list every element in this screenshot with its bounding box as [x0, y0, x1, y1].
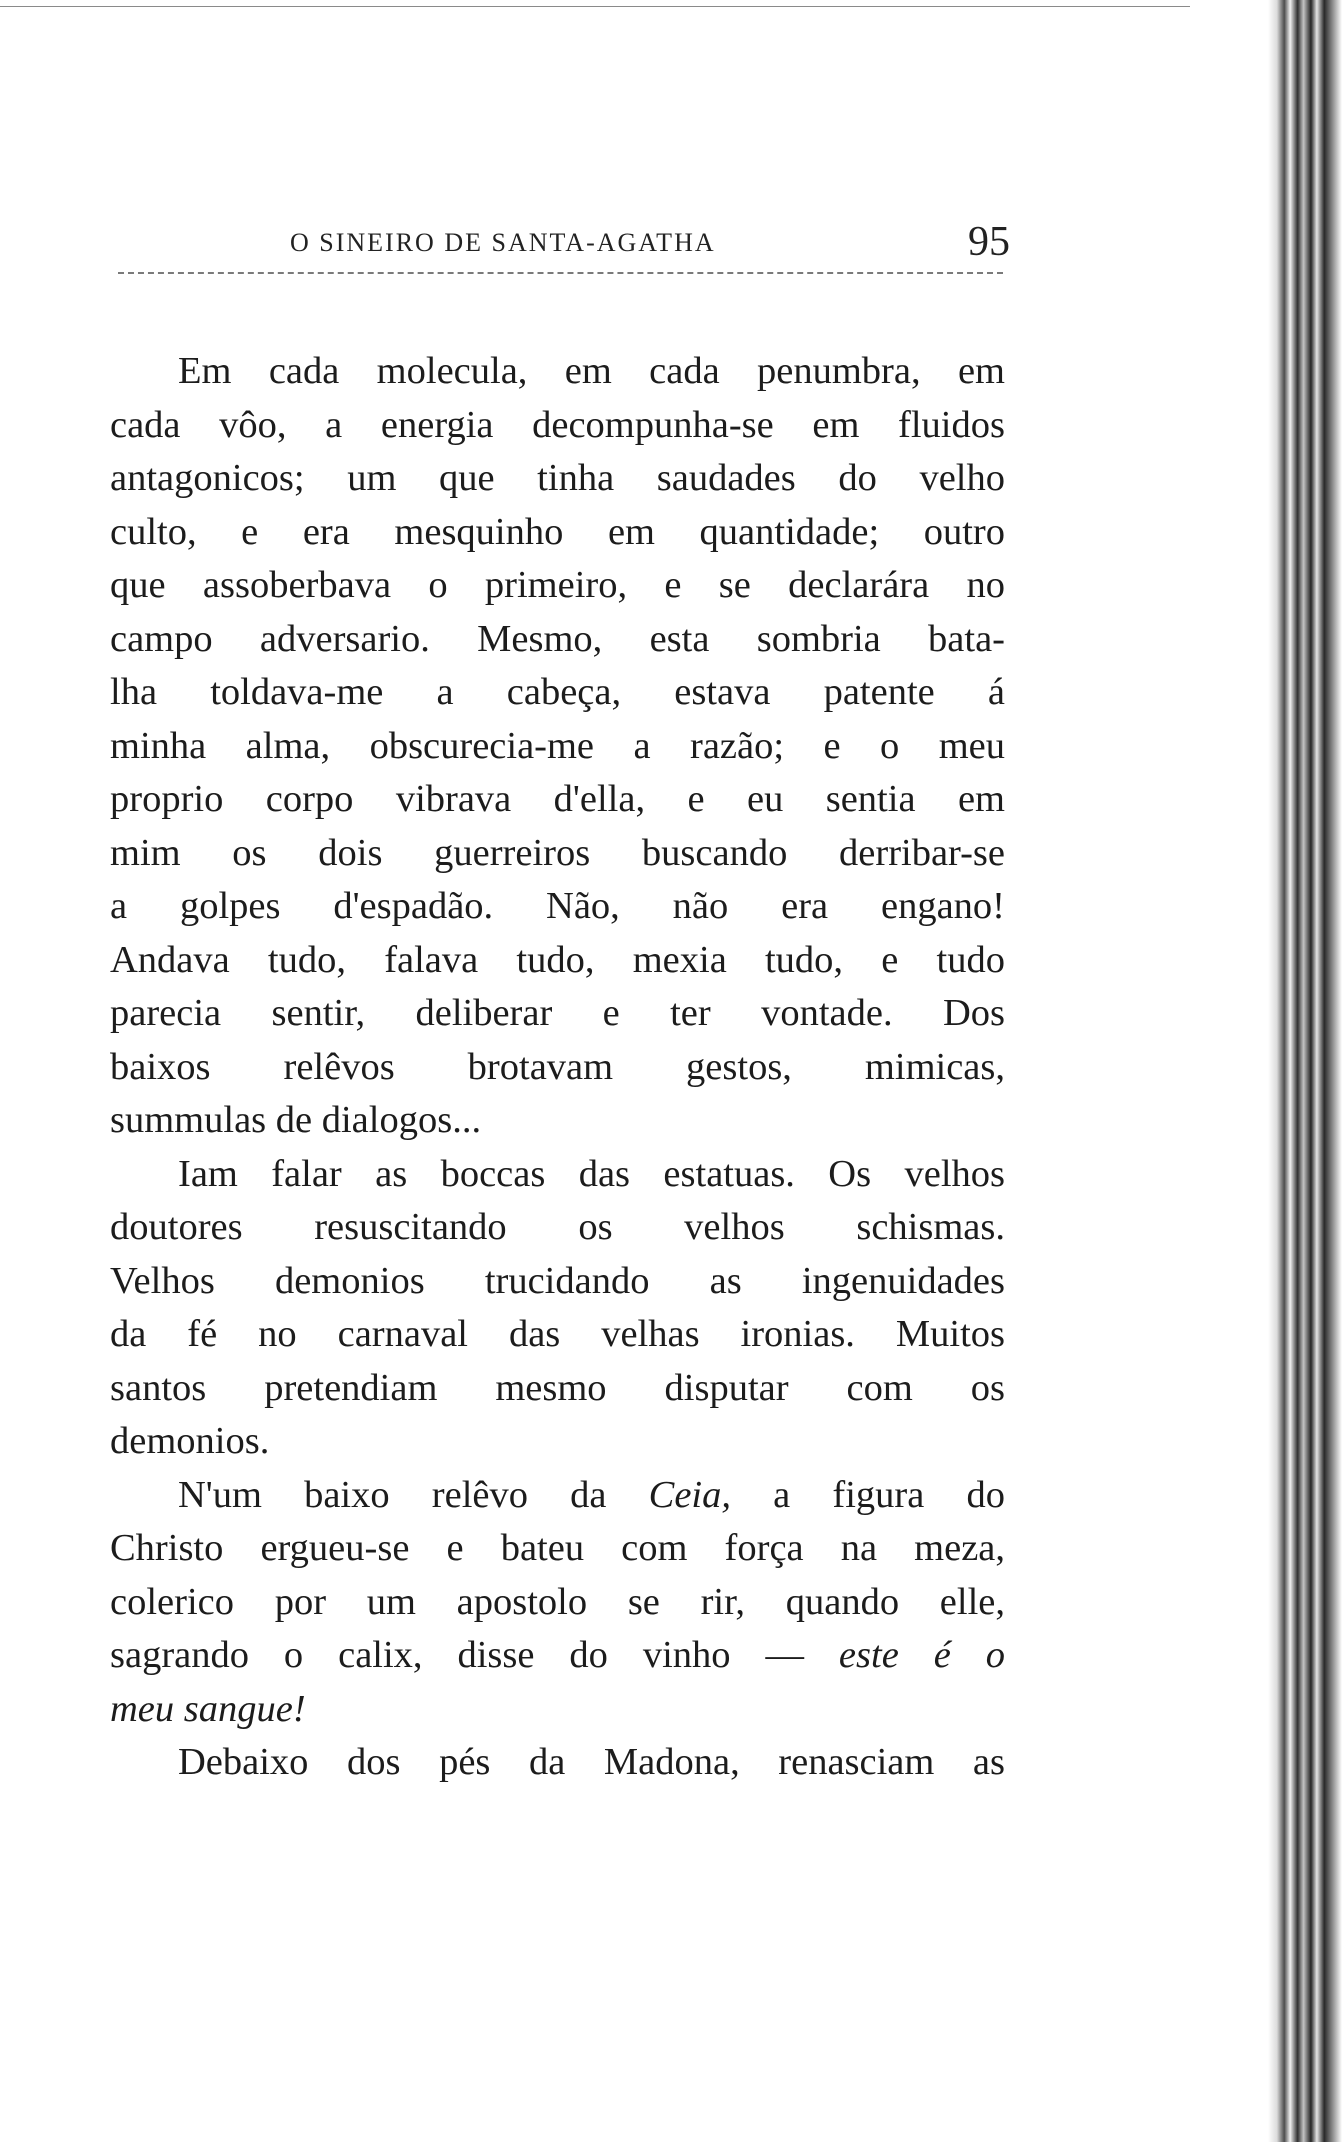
text-line: cada vôo, a energia decompunha-se em fluidos	[110, 403, 1005, 446]
text-line: Debaixo dos pés da Madona, renasciam as	[178, 1741, 1005, 1783]
text-line: doutores resuscitando os velhos schismas.	[110, 1206, 1005, 1248]
body-text	[110, 345, 1005, 1790]
text-line: Christo ergueu-se e bateu com força na meza,	[110, 1527, 1005, 1569]
text-line: santos pretendiam mesmo disputar com os	[110, 1366, 1005, 1409]
text-line: Andava tudo, falava tudo, mexia tudo, e tudo	[110, 938, 1005, 981]
running-head: O SINEIRO DE SANTA-AGATHA	[290, 228, 716, 257]
italic-segment: Ceia,	[648, 1473, 731, 1516]
text-line: Em cada molecula, em cada penumbra, em	[178, 350, 1005, 392]
binding-shadow	[1268, 0, 1342, 2142]
text-line: a golpes d'espadão. Não, não era engano!	[110, 885, 1005, 927]
text-line: parecia sentir, deliberar e ter vontade. Dos	[110, 992, 1005, 1034]
text-segment: sagrando o calix, disse do vinho —	[110, 1634, 839, 1676]
italic-segment: este é o	[838, 1634, 1005, 1676]
text-line: culto, e era mesquinho em quantidade; outro	[110, 510, 1005, 553]
text-line: Iam falar as boccas das estatuas. Os velhos	[178, 1152, 1005, 1195]
text-line	[110, 1629, 1005, 1683]
page-header	[290, 218, 1010, 268]
header-rule	[118, 272, 1003, 274]
text-line: Velhos demonios trucidando as ingenuidades	[110, 1259, 1005, 1302]
text-segment: a figura do	[731, 1473, 1005, 1516]
text-line: lha toldava-me a cabeça, estava patente á	[110, 671, 1005, 713]
text-line: que assoberbava o primeiro, e se declarára no	[110, 564, 1005, 606]
text-line: proprio corpo vibrava d'ella, e eu sentia em	[110, 778, 1005, 820]
text-line: minha alma, obscurecia-me a razão; e o meu	[110, 724, 1005, 767]
italic-segment: meu sangue!	[110, 1687, 306, 1730]
text-line: demonios.	[110, 1420, 270, 1462]
text-line	[110, 1469, 1005, 1523]
text-segment: N'um baixo relêvo da	[178, 1473, 649, 1516]
text-line: campo adversario. Mesmo, esta sombria bata-	[110, 617, 1005, 660]
text-line: colerico por um apostolo se rir, quando elle,	[110, 1580, 1005, 1623]
text-line: antagonicos; um que tinha saudades do velho	[110, 457, 1005, 499]
text-line: da fé no carnaval das velhas ironias. Muitos	[110, 1313, 1005, 1355]
text-line	[110, 1683, 1005, 1737]
text-line: summulas de dialogos...	[110, 1099, 482, 1141]
page-number: 95	[968, 219, 1010, 265]
top-edge-rule	[0, 6, 1190, 7]
text-line: baixos relêvos brotavam gestos, mimicas,	[110, 1045, 1005, 1088]
text-line: mim os dois guerreiros buscando derribar-se	[110, 831, 1005, 874]
